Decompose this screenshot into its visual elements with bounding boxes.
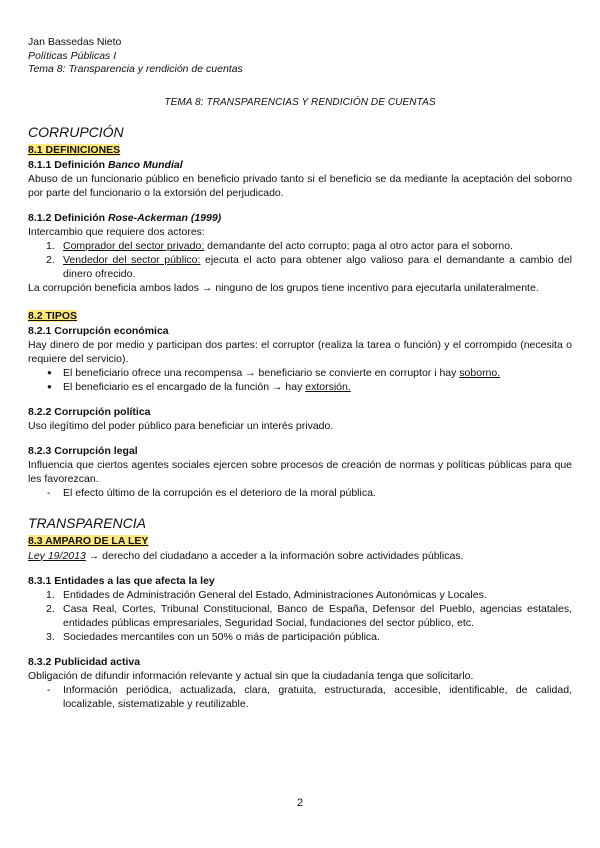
dash-list (28, 683, 572, 711)
subheading-corrupcion-legal: 8.2.3 Corrupción legal (28, 444, 138, 457)
paragraph: Abuso de un funcionario público en beneficio privado tanto si el beneficio se da mediante la aceptación del soborno por parte del funcionario o la extorsión del perjudicado. (28, 172, 572, 199)
definition-source: Rose-Ackerman (1999) (107, 211, 222, 224)
list-term: Vendedor del sector público: (63, 253, 201, 266)
running-header (28, 36, 572, 77)
subheading-corrupcion-politica: 8.2.2 Corrupción política (28, 405, 151, 418)
subheading-publicidad-activa: 8.3.2 Publicidad activa (28, 655, 141, 668)
paragraph: Influencia que ciertos agentes sociales ejercen sobre procesos de creación de normas y políticas públicas para que les favorezcan. (28, 458, 572, 485)
dash-icon: - (47, 683, 51, 696)
paragraph: Ley 19/2013 → derecho del ciudadano a acceder a la información sobre actividades públicas. (28, 549, 464, 562)
list-item: - Información periódica, actualizada, clara, gratuita, estructurada, accesible, identificable, de calidad, localizable, sistematizable y reutilizable. (47, 683, 572, 710)
subheading-corrupcion-economica: 8.2.1 Corrupción económica (28, 324, 169, 337)
list-item: ● El beneficiario ofrece una recompensa → beneficiario se convierte en corruptor i hay soborno. (47, 366, 501, 379)
paragraph: Obligación de difundir información relevante y actual sin que la ciudadanía tenga que solicitarlo. (28, 669, 474, 682)
bullet-icon: ● (47, 367, 52, 377)
list-item: 2. Vendedor del sector público: ejecuta el acto para obtener algo valioso para el demandante a cambio del dinero ofrecido. (46, 253, 572, 280)
numbered-list (28, 239, 572, 281)
paragraph: Hay dinero de por medio y participan dos partes: el corruptor (realiza la tarea o función) y el corrompido (necesita o requiere del servicio). (28, 338, 572, 365)
author: Jan Bassedas Nieto (28, 36, 122, 48)
list-term: Comprador del sector privado: (63, 239, 205, 252)
list-item: 1. Comprador del sector privado: demandante del acto corrupto; paga al otro actor para el soborno. (46, 239, 514, 252)
subheading-entidades: 8.3.1 Entidades a las que afecta la ley (28, 574, 215, 587)
list-item: 2. Casa Real, Cortes, Tribunal Constitucional, Banco de España, Defensor del Pueblo, agencias estatales, entidades públicas empresariales, Seguridad Social, fundaciones del sector público, etc. (46, 602, 572, 629)
section-heading-transparencia: TRANSPARENCIA (28, 514, 146, 531)
bullet-list (28, 366, 572, 394)
document-title: TEMA 8: TRANSPARENCIAS Y RENDICIÓN DE CUENTAS (164, 96, 436, 108)
topic: Tema 8: Transparencia y rendición de cuentas (28, 63, 243, 75)
bullet-icon: ● (47, 381, 52, 391)
section-heading-corrupcion: CORRUPCIÓN (28, 123, 124, 140)
section-label-definiciones: 8.1 DEFINICIONES (28, 143, 121, 156)
paragraph: Intercambio que requiere dos actores: (28, 225, 205, 238)
list-item: 3. Sociedades mercantiles con un 50% o más de participación pública. (46, 630, 380, 643)
course: Políticas Públicas I (28, 49, 117, 62)
list-item: ● El beneficiario es el encargado de la función → hay extorsión. (47, 380, 351, 393)
list-item: 1. Entidades de Administración General del Estado, Administraciones Autonómicas y Locales. (46, 588, 487, 601)
list-term: soborno. (459, 366, 501, 379)
dash-icon: - (47, 486, 51, 499)
page-number: 2 (296, 797, 304, 809)
dash-list (28, 486, 572, 500)
section-label-amparo: 8.3 AMPARO DE LA LEY (28, 534, 149, 547)
subheading-banco-mundial: 8.1.1 Definición Banco Mundial (28, 158, 183, 171)
numbered-list (28, 588, 572, 644)
paragraph: Uso ilegítimo del poder público para beneficiar un interés privado. (28, 419, 334, 432)
definition-source: Banco Mundial (107, 158, 183, 171)
document-page (28, 36, 572, 711)
paragraph: La corrupción beneficia ambos lados → ninguno de los grupos tiene incentivo para ejecutarla unilateralmente. (28, 281, 539, 294)
subheading-rose-ackerman: 8.1.2 Definición Rose-Ackerman (1999) (28, 211, 222, 224)
section-label-tipos: 8.2 TIPOS (28, 309, 78, 322)
law-reference: Ley 19/2013 (28, 549, 86, 562)
list-item: - El efecto último de la corrupción es el deterioro de la moral pública. (47, 486, 376, 499)
list-term: extorsión. (305, 380, 351, 393)
